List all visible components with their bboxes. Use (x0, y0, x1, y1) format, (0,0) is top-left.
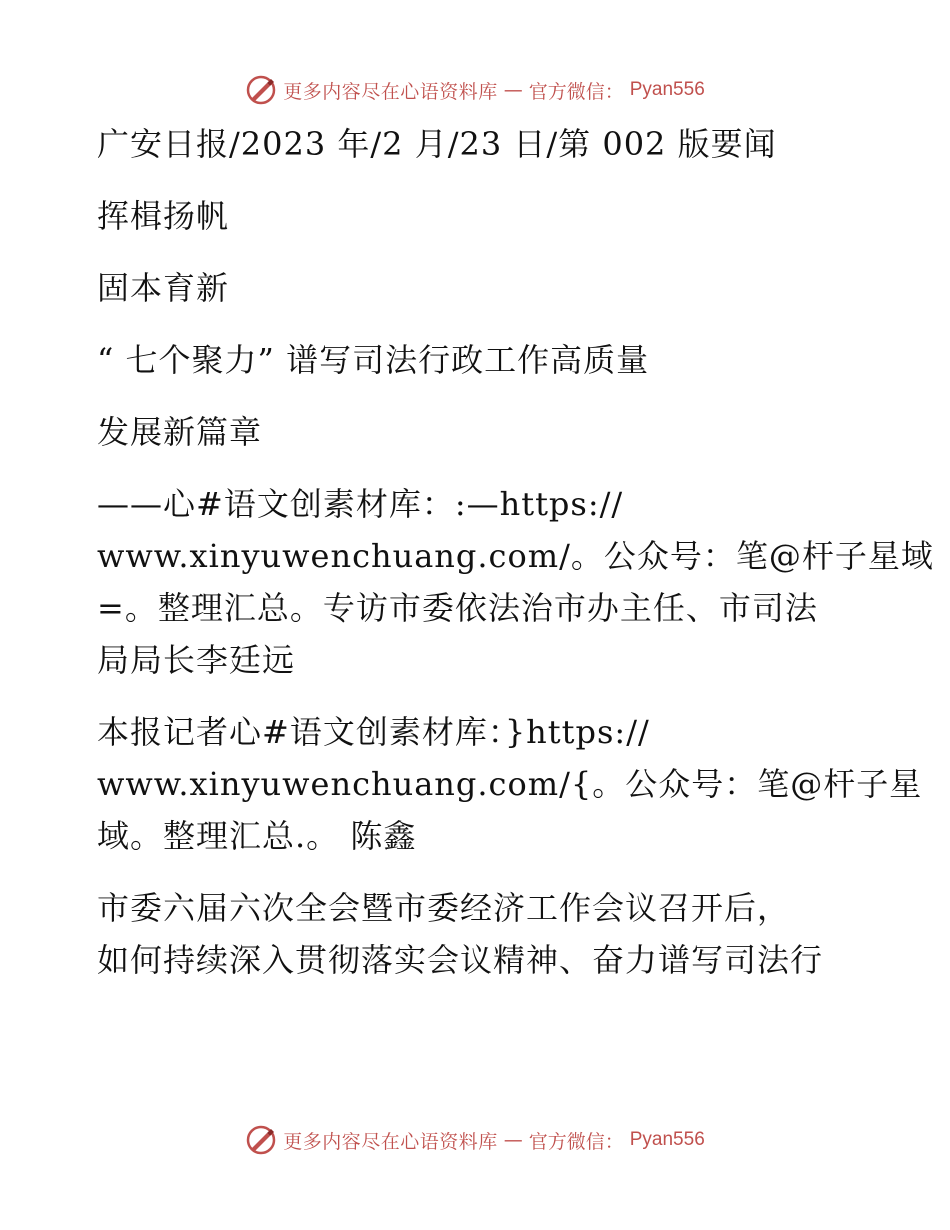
banner-separator: — (503, 79, 523, 101)
body-line: 如何持续深入贯彻落实会议精神、奋力谱写司法行 (97, 941, 824, 979)
header-watermark-banner (0, 70, 950, 110)
banner-wechat-id: Pyan556 (629, 1129, 705, 1150)
article-heading-3: “ 七个聚力” 谱写司法行政工作高质量 (97, 341, 650, 379)
byline-line: www.xinyuwenchuang.com/{。公众号：笔@杆子星 (97, 765, 923, 803)
banner-inner (245, 74, 705, 106)
byline-line: 本报记者心#语文创素材库：}https:// (97, 713, 650, 751)
banner-text: 更多内容尽在心语资料库 (283, 80, 498, 103)
banner-wechat-id: Pyan556 (629, 79, 705, 100)
banner-wechat-label: 官方微信： (528, 80, 624, 103)
banner-inner (245, 1124, 705, 1156)
article-dateline: 广安日报/2023 年/2 月/23 日/第 002 版要闻 (97, 125, 777, 163)
pen-logo-icon (245, 74, 277, 106)
banner-separator: — (503, 1129, 523, 1151)
footer-watermark-banner (0, 1120, 950, 1160)
article-heading-4: 发展新篇章 (97, 413, 263, 451)
subtitle-line: 局局长李廷远 (97, 641, 296, 679)
subtitle-line: ——心#语文创素材库：:—https:// (97, 485, 624, 523)
byline-line: 域。整理汇总.。 陈鑫 (97, 817, 417, 855)
subtitle-line: =。整理汇总。专访市委依法治市办主任、市司法 (97, 589, 818, 627)
body-line: 市委六届六次全会暨市委经济工作会议召开后， (97, 889, 791, 927)
subtitle-line: www.xinyuwenchuang.com/。公众号：笔@杆子星域 (97, 537, 934, 575)
article-subtitle (97, 478, 934, 686)
article-heading-2: 固本育新 (97, 269, 230, 307)
article-body (97, 882, 857, 986)
banner-text: 更多内容尽在心语资料库 (283, 1130, 498, 1153)
banner-wechat-label: 官方微信： (528, 1130, 624, 1153)
article-content (97, 118, 934, 986)
article-heading-1: 挥楫扬帆 (97, 197, 230, 235)
article-byline (97, 706, 923, 862)
pen-logo-icon (245, 1124, 277, 1156)
